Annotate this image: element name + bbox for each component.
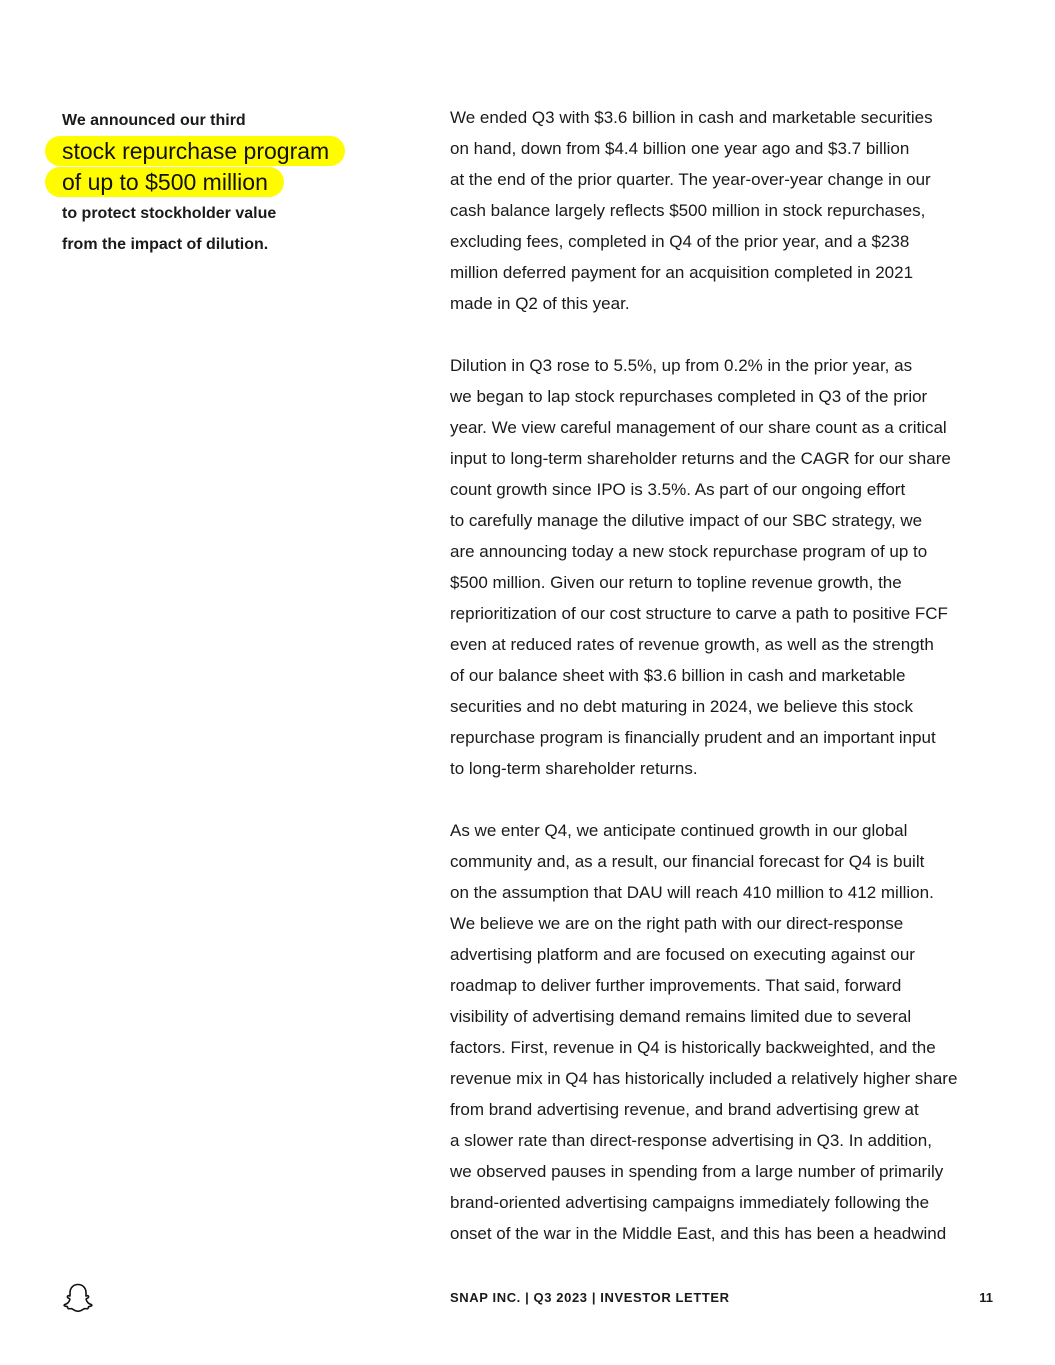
page-number: 11 [979,1290,993,1305]
text-line: of our balance sheet with $3.6 billion in cash and marketable [450,666,906,685]
pull-quote-highlight [62,136,402,198]
snapchat-ghost-icon [61,1282,95,1316]
text-line: community and, as a result, our financial forecast for Q4 is built [450,852,925,871]
text-line: $500 million. Given our return to topline revenue growth, the [450,573,902,592]
page-footer [0,1280,1055,1320]
pull-quote-trailing-1: to protect stockholder value [62,205,277,222]
text-line: visibility of advertising demand remains limited due to several [450,1007,912,1026]
text-line: factors. First, revenue in Q4 is historically backweighted, and the [450,1038,936,1057]
text-line: brand-oriented advertising campaigns immediately following the [450,1193,930,1212]
text-line: on hand, down from $4.4 billion one year ago and $3.7 billion [450,139,910,158]
pull-quote [62,105,402,260]
pull-quote-trailing-2: from the impact of dilution. [62,236,269,253]
text-line: input to long-term shareholder returns and the CAGR for our share [450,449,951,468]
text-line: are announcing today a new stock repurchase program of up to [450,542,928,561]
text-line: We ended Q3 with $3.6 billion in cash and marketable securities [450,108,933,127]
text-line: we observed pauses in spending from a large number of primarily [450,1162,944,1181]
text-line: cash balance largely reflects $500 million in stock repurchases, [450,201,926,220]
text-line: excluding fees, completed in Q4 of the prior year, and a $238 [450,232,910,251]
text-line: even at reduced rates of revenue growth, as well as the strength [450,635,934,654]
highlight-line-1: stock repurchase program [45,136,345,166]
text-line: to carefully manage the dilutive impact of our SBC strategy, we [450,511,923,530]
pull-quote-lead: We announced our third [62,112,246,129]
text-line: As we enter Q4, we anticipate continued growth in our global [450,821,908,840]
text-line: revenue mix in Q4 has historically included a relatively higher share [450,1069,958,1088]
text-line: from brand advertising revenue, and brand advertising grew at [450,1100,919,1119]
text-line: on the assumption that DAU will reach 410 million to 412 million. [450,883,934,902]
text-line: repurchase program is financially prudent and an important input [450,728,936,747]
paragraph-dilution [450,350,1010,784]
text-line: onset of the war in the Middle East, and this has been a headwind [450,1224,947,1243]
text-line: count growth since IPO is 3.5%. As part of our ongoing effort [450,480,906,499]
footer-title: SNAP INC. | Q3 2023 | INVESTOR LETTER [450,1290,730,1305]
paragraph-cash [450,102,1010,319]
text-line: at the end of the prior quarter. The year-over-year change in our [450,170,931,189]
text-line: reprioritization of our cost structure to carve a path to positive FCF [450,604,948,623]
text-line: million deferred payment for an acquisition completed in 2021 [450,263,914,282]
text-line: year. We view careful management of our share count as a critical [450,418,947,437]
text-line: We believe we are on the right path with our direct-response [450,914,904,933]
text-line: roadmap to deliver further improvements. That said, forward [450,976,902,995]
text-line: to long-term shareholder returns. [450,759,698,778]
highlight-line-2: of up to $500 million [45,167,284,197]
text-line: advertising platform and are focused on executing against our [450,945,915,964]
paragraph-outlook [450,815,1010,1249]
body-text [450,102,1010,1280]
text-line: securities and no debt maturing in 2024, we believe this stock [450,697,914,716]
text-line: a slower rate than direct-response advertising in Q3. In addition, [450,1131,932,1150]
text-line: we began to lap stock repurchases completed in Q3 of the prior [450,387,928,406]
text-line: Dilution in Q3 rose to 5.5%, up from 0.2% in the prior year, as [450,356,913,375]
text-line: made in Q2 of this year. [450,294,630,313]
